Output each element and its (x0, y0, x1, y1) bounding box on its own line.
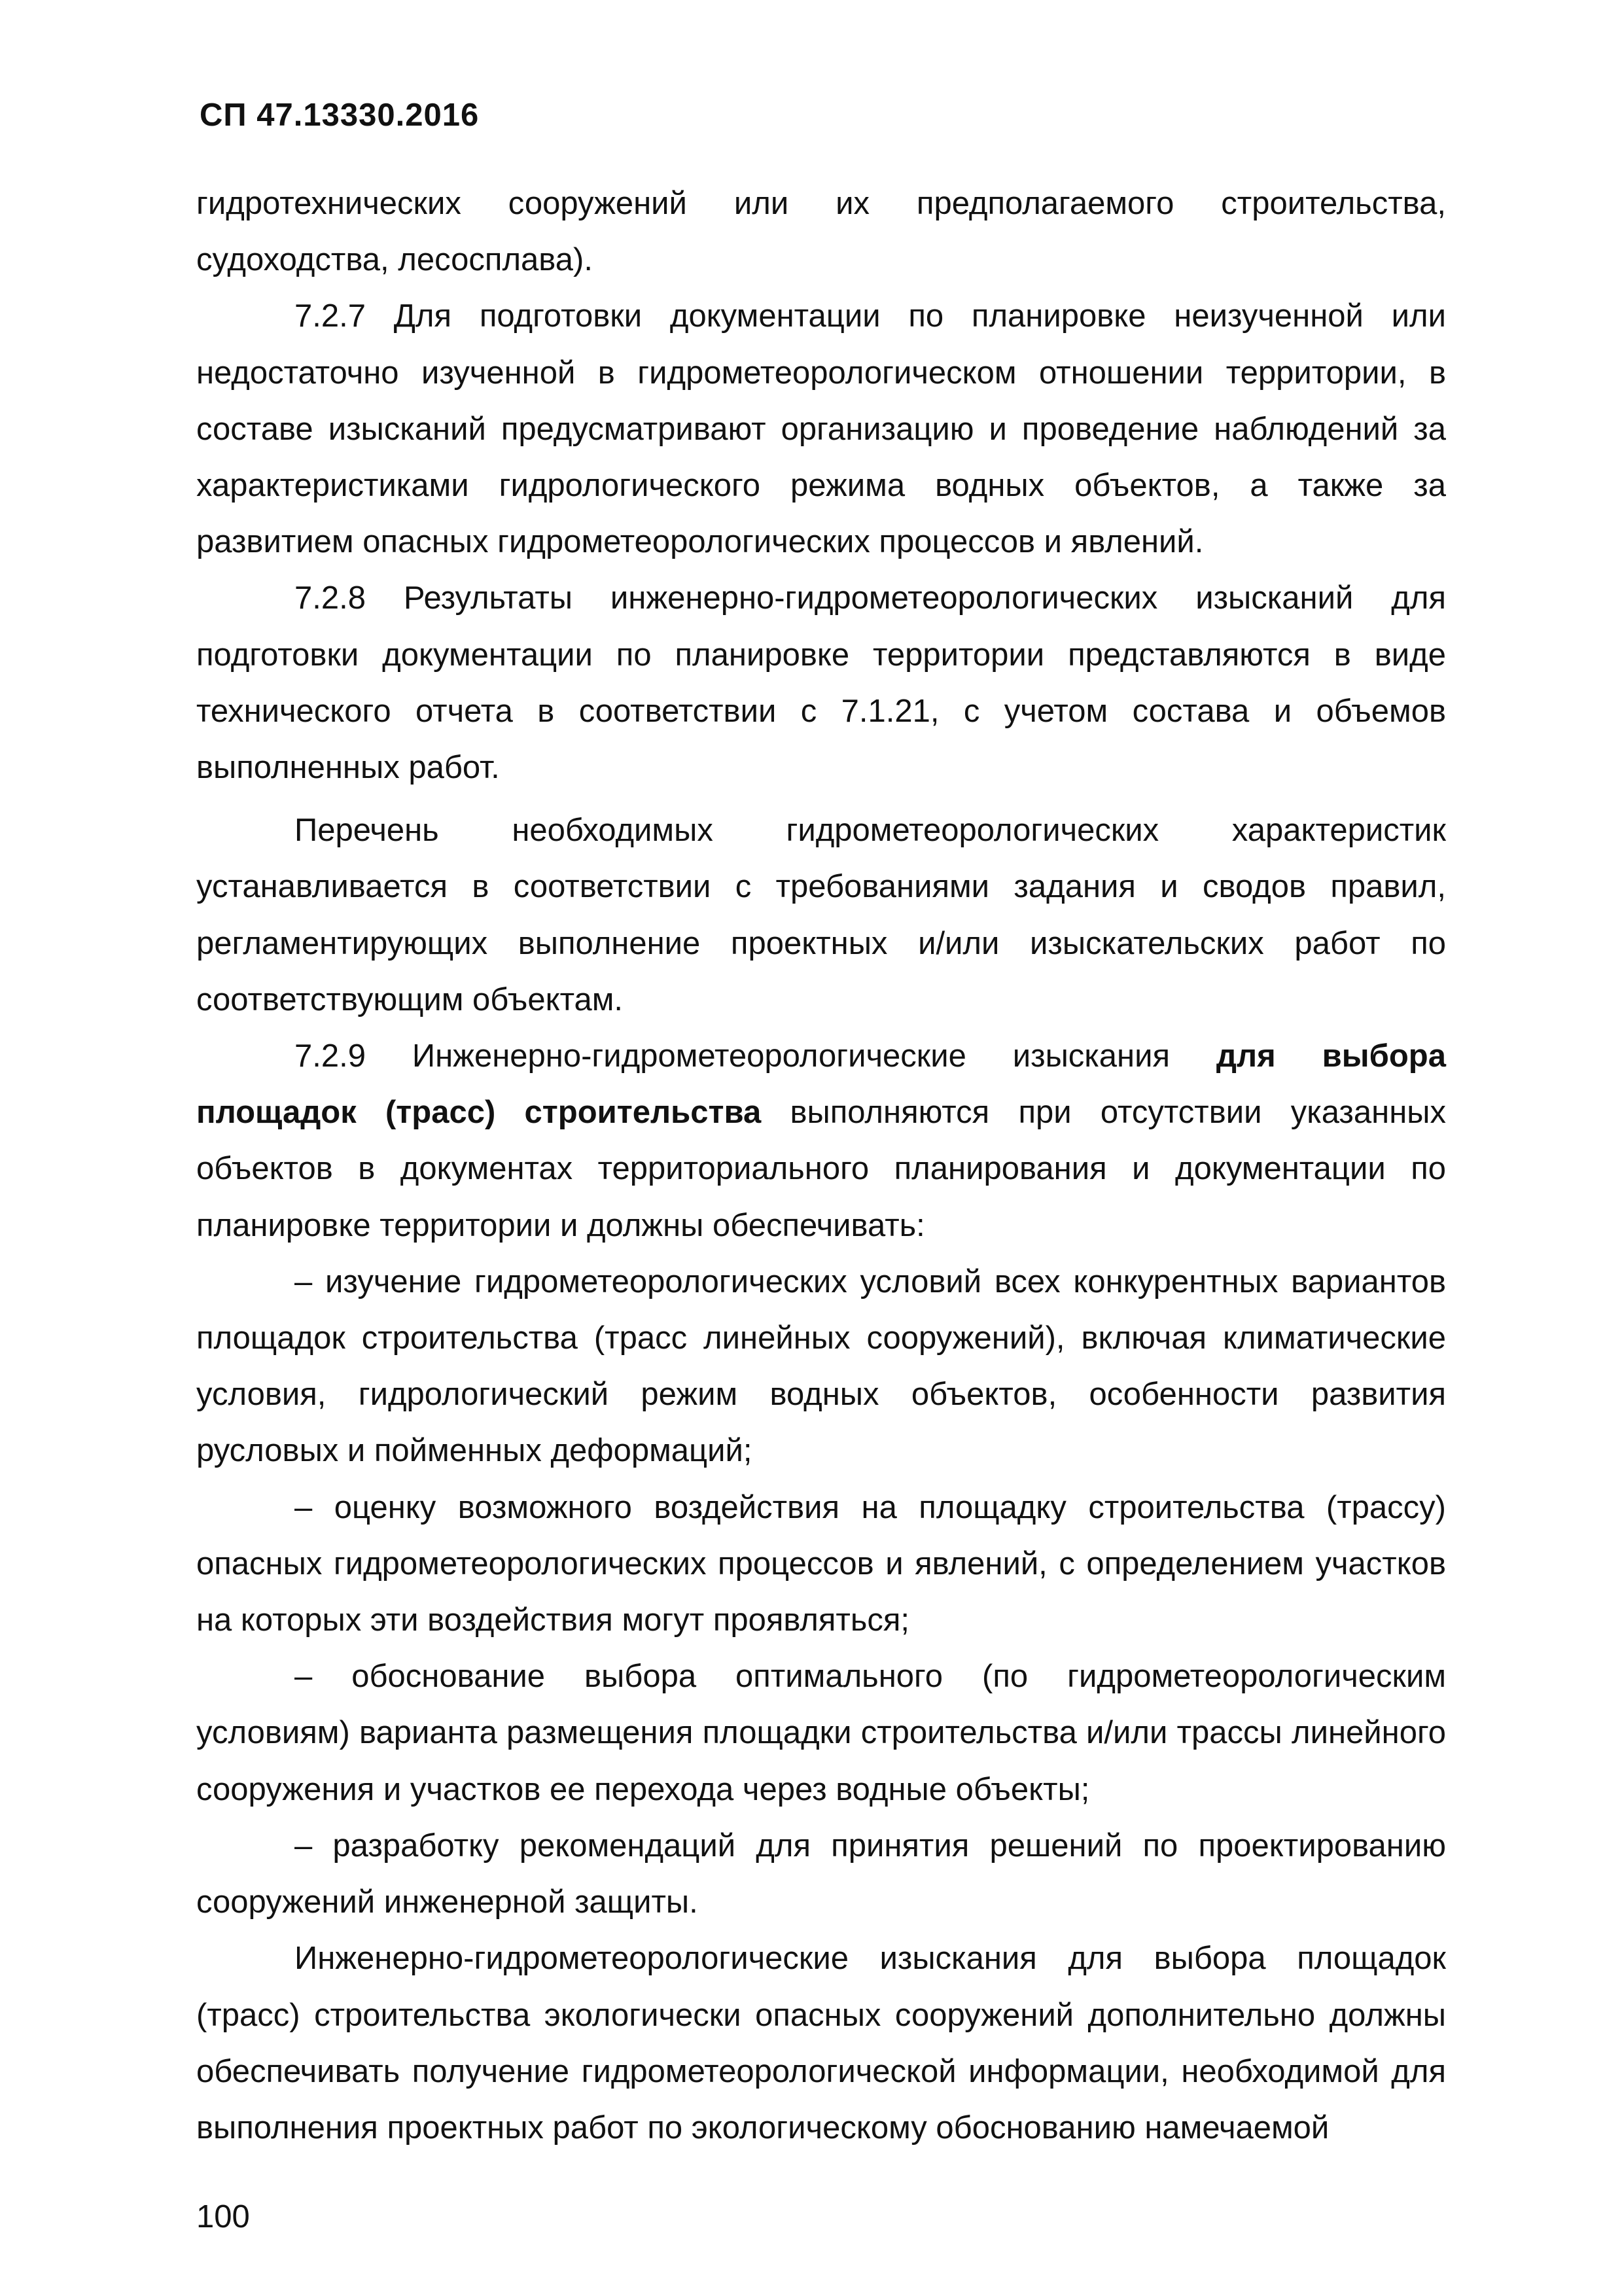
paragraph-ecologically-hazardous: Инженерно-гидрометеорологические изыскания для выбора площадок (трасс) строительства экологически опасных сооружений дополнительно должны обеспечивать получение гидрометеорологической информации, необходимой для выполнения проектных работ по экологическому обоснованию намечаемой (196, 1941, 1446, 2146)
paragraph-7-2-9 (196, 1028, 1446, 1254)
paragraph-continuation: гидротехнических сооружений или их предполагаемого строительства, судоходства, лесосплава). (196, 186, 1446, 278)
list-item-impact-assessment: – оценку возможного воздействия на площадку строительства (трассу) опасных гидрометеорологических процессов и явлений, с определением участков на которых эти воздействия могут проявляться; (196, 1489, 1446, 1638)
list-item-study-conditions: – изучение гидрометеорологических условий всех конкурентных вариантов площадок строительства (трасс линейных сооружений), включая климатические условия, гидрологический режим водных объектов, особенности развития русловых и пойменных деформаций; (196, 1263, 1446, 1469)
paragraph-list-characteristics: Перечень необходимых гидрометеорологических характеристик устанавливается в соответствии с требованиями задания и сводов правил, регламентирующих выполнение проектных и/или изыскательских работ по соответствующим объектам. (196, 813, 1446, 1017)
paragraph-7-2-9-bold: для выбора площадок (трасс) строительства (196, 1038, 1446, 1131)
document-code-header: СП 47.13330.2016 (200, 97, 480, 133)
document-body (196, 175, 1446, 2156)
paragraph-7-2-7: 7.2.7 Для подготовки документации по планировке неизученной или недостаточно изученной в гидрометеорологическом отношении территории, в составе изысканий предусматривают организацию и проведение наблюдений за характеристиками гидрологического режима водных объектов, а также за развитием опасных гидрометеорологических процессов и явлений. (196, 298, 1446, 560)
page-number: 100 (196, 2199, 250, 2234)
paragraph-7-2-9-start: 7.2.9 Инженерно-гидрометеорологические изыскания (294, 1038, 1216, 1074)
paragraph-7-2-9-end: выполняются при отсутствии указанных объектов в документах территориального планирования и документации по планировке территории и должны обеспечивать: (196, 1095, 1446, 1243)
list-item-recommendations: – разработку рекомендаций для принятия решений по проектированию сооружений инженерной защиты. (196, 1828, 1446, 1920)
list-item-option-justification: – обоснование выбора оптимального (по гидрометеорологическим условиям) варианта размещения площадки строительства и/или трассы линейного сооружения и участков ее перехода через водные объекты; (196, 1659, 1446, 1807)
paragraph-7-2-8: 7.2.8 Результаты инженерно-гидрометеорологических изысканий для подготовки документации по планировке территории представляются в виде технического отчета в соответствии с 7.1.21, с учетом состава и объемов выполненных работ. (196, 580, 1446, 786)
